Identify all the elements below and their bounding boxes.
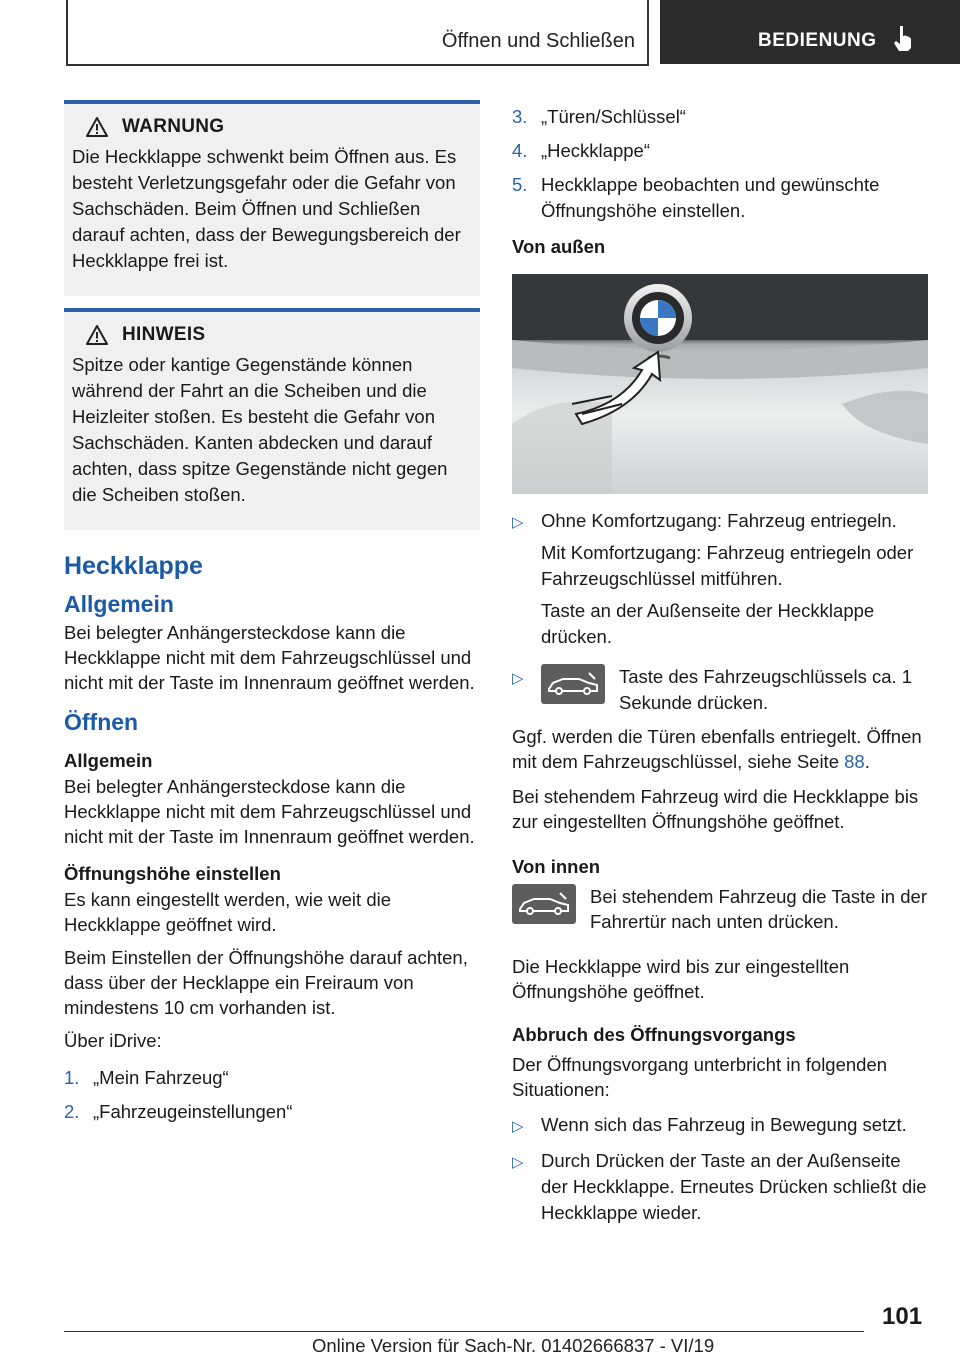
page-header [0, 0, 960, 66]
list-item: 3. „Türen/Schlüssel“ [512, 106, 686, 127]
triangle-bullet-icon: ▷ [512, 514, 524, 531]
subheading-oeffnungshoehe: Öffnungshöhe einstellen [64, 863, 281, 884]
main-heading: Heckklappe [64, 552, 203, 580]
abbruch-text: Der Öffnungsvorgang unterbricht in folgenden Situationen: [512, 1054, 888, 1100]
subheading-allgemein: Allgemein [64, 750, 153, 771]
tailgate-key-icon [541, 664, 605, 704]
page-number: 101 [882, 1303, 923, 1330]
triangle-bullet-icon: ▷ [512, 1118, 524, 1135]
notice-title: HINWEIS [122, 324, 206, 345]
list-item: 5. Heckklappe beobachten und gewünschte Öffnungshöhe einstellen. [512, 174, 880, 221]
triangle-bullet-icon: ▷ [512, 1154, 524, 1171]
warning-triangle-icon [86, 325, 108, 345]
warning-title: WARNUNG [122, 116, 225, 137]
notice-text: Spitze oder kantige Gegenstände können während der Fahrt an die Scheiben und die Heizleiter stoßen. Es besteht die Gefahr von Sachschäden. Kanten abdecken und darauf achten, dass spitze Gegenstände nicht gegen die Scheiben stoßen. [72, 354, 448, 505]
innen-row [512, 884, 928, 934]
oeffnungshoehe-text-2: Beim Einstellen der Öffnungshöhe darauf achten, dass über der Hecklappe ein Freiraum von mindestens 10 cm vorhanden ist. [64, 947, 468, 1018]
list-item: 4. „Heckklappe“ [512, 140, 650, 161]
heading-von-innen: Von innen [512, 856, 601, 877]
chapter-tab [660, 0, 960, 64]
list-item: ▷ Durch Drücken der Taste an der Außenseite der Heckklappe. Erneutes Drücken schließt die Heckklappe wieder. [512, 1148, 928, 1226]
innen-text-2: Die Heckklappe wird bis zur eingestellten Öffnungshöhe geöffnet. [512, 956, 850, 1002]
idrive-steps-list [64, 1065, 480, 1125]
warning-text: Die Heckklappe schwenkt beim Öffnen aus. Es besteht Verletzungsgefahr oder die Gefahr von Sachschäden. Beim Öffnen und Schließen darauf achten, dass der Bewegungsbereich der Heckklappe frei ist. [72, 146, 461, 271]
right-column [512, 104, 928, 1226]
list-item: 1. „Mein Fahrzeug“ [64, 1067, 229, 1088]
list-item: ▷ Taste des Fahrzeugschlüssels ca. 1 Sekunde drücken. [512, 664, 928, 716]
oeffnen-allgemein-text: Bei belegter Anhängersteckdose kann die Heckklappe nicht mit dem Fahrzeugschlüssel und nicht mit der Taste im Innenraum geöffnet werden. [64, 776, 475, 847]
section-tab [66, 0, 649, 66]
list-item: 2. „Fahrzeugeinstellungen“ [64, 1101, 293, 1122]
left-column [64, 100, 480, 1133]
innen-text-1: Bei stehendem Fahrzeug die Taste in der Fahrertür nach unten drücken. [590, 886, 927, 932]
heading-allgemein: Allgemein [64, 591, 174, 617]
tailgate-illustration [512, 274, 928, 494]
heading-von-aussen: Von außen [512, 236, 606, 257]
abbruch-bullet-list [512, 1112, 928, 1226]
idrive-steps-list-continued [512, 104, 928, 224]
chapter-title: BEDIENUNG [758, 30, 877, 51]
tailgate-button-icon [512, 884, 576, 924]
list-item: ▷ Ohne Komfortzugang: Fahrzeug entriegeln. Mit Komfortzugang: Fahrzeug entriegeln oder Fahrzeugschlüssel mitführen. Taste an der Außenseite der Heckklappe drücken. [512, 508, 928, 650]
heading-oeffnen: Öffnen [64, 709, 139, 735]
aussen-text-2: Bei stehendem Fahrzeug wird die Heckklappe bis zur eingestellten Öffnungshöhe geöffnet. [512, 786, 919, 832]
tailgate-button-photo [512, 274, 928, 494]
allgemein-text: Bei belegter Anhängersteckdose kann die Heckklappe nicht mit dem Fahrzeugschlüssel und nicht mit der Taste im Innenraum geöffnet werden. [64, 622, 475, 693]
aussen-text-1: Ggf. werden die Türen ebenfalls entriegelt. Öffnen mit dem Fahrzeugschlüssel, siehe Seite 88. [512, 726, 922, 772]
heading-abbruch: Abbruch des Öffnungsvorgangs [512, 1024, 796, 1045]
warning-box [64, 100, 480, 296]
footer-rule [64, 1331, 864, 1332]
footer-version: Online Version für Sach-Nr. 01402666837 - VI/19 [312, 1335, 715, 1356]
notice-box [64, 308, 480, 530]
list-item: ▷ Wenn sich das Fahrzeug in Bewegung setzt. [512, 1112, 928, 1140]
page-reference-link[interactable]: 88 [844, 751, 865, 772]
aussen-bullet-list [512, 508, 928, 716]
triangle-bullet-icon: ▷ [512, 670, 524, 687]
oeffnungshoehe-text-1: Es kann eingestellt werden, wie weit die Heckklappe geöffnet wird. [64, 889, 392, 935]
warning-triangle-icon [86, 117, 108, 137]
idrive-text: Über iDrive: [64, 1030, 162, 1051]
hand-pointer-icon [892, 24, 914, 52]
section-title: Öffnen und Schließen [441, 30, 635, 52]
